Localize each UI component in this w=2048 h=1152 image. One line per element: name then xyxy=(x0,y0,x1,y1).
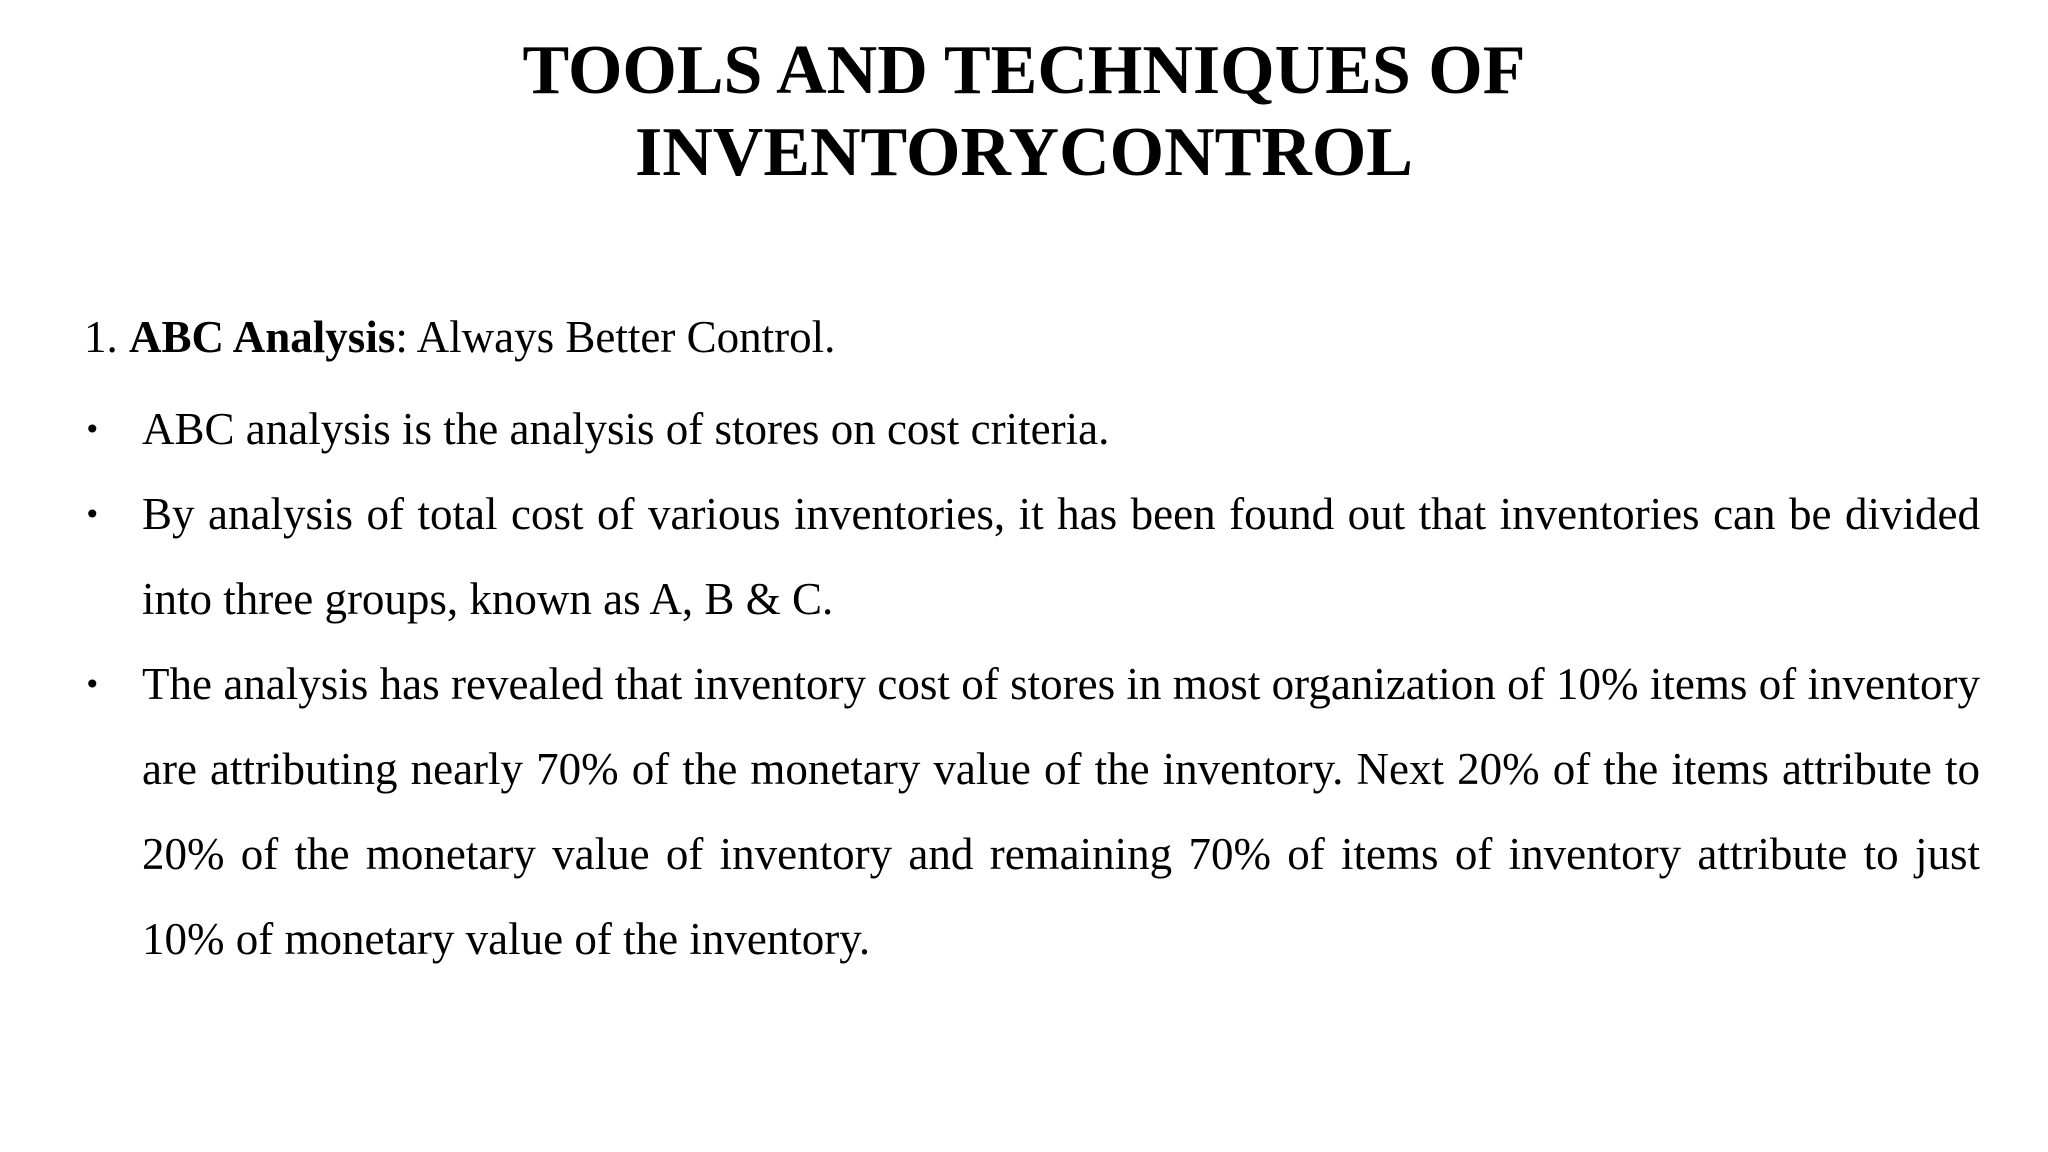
section-number: 1. xyxy=(84,312,118,362)
title-line-1: TOOLS AND TECHNIQUES OF xyxy=(522,32,1526,109)
section-name: ABC Analysis xyxy=(129,312,396,362)
slide-body xyxy=(84,302,1980,982)
bullet-text: By analysis of total cost of various inventories, it has been found out that inventories can be divided into three groups, known as A, B & C. xyxy=(142,489,1980,624)
title-line-2: INVENTORYCONTROL xyxy=(634,114,1414,191)
bullet-icon: • xyxy=(84,668,101,701)
section-subtitle: Always Better Control. xyxy=(416,312,836,362)
bullet-text: ABC analysis is the analysis of stores on cost criteria. xyxy=(142,404,1110,454)
bullet-item xyxy=(84,472,1980,642)
bullet-icon: • xyxy=(84,413,101,446)
section-separator: : xyxy=(395,312,408,362)
section-heading xyxy=(84,302,1980,387)
slide-title xyxy=(0,30,2048,194)
bullet-item xyxy=(84,387,1980,472)
bullet-item xyxy=(84,642,1980,982)
bullet-icon: • xyxy=(84,498,101,531)
bullet-text: The analysis has revealed that inventory cost of stores in most organization of 10% items of inventory are attributing nearly 70% of the monetary value of the inventory. Next 20% of the items attribute to 20% of the monetary value of inventory and remaining 70% of items of inventory attribute to just 10% of monetary value of the inventory. xyxy=(142,659,1980,964)
